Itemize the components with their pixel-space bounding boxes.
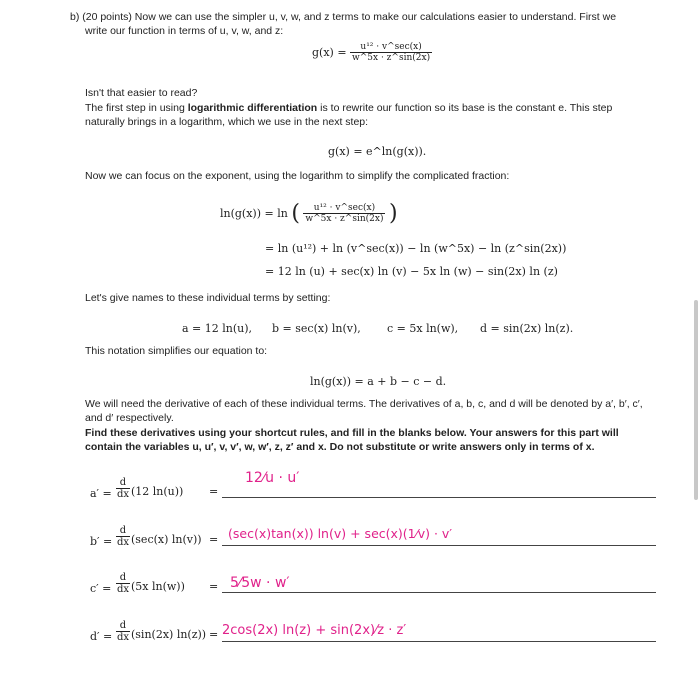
eq3-lhs: ln(g(x)) = ln [220, 207, 288, 220]
def-d: d = sin(2x) ln(z). [480, 322, 574, 335]
ddx-b-d: d [119, 525, 127, 536]
a-prime-blank[interactable] [222, 497, 656, 498]
text-first-step [85, 102, 612, 114]
ddx-c-dx: dx [116, 584, 130, 595]
instructions-bold-2: contain the variables u, u′, v, v′, w, w′, z, z′ and x. Do not substitute or write answers only in terms of x. [85, 441, 595, 453]
b-prime-eq: = [209, 533, 219, 546]
b-prime-handwritten: (sec(x)tan(x)) ln(v) + sec(x)(1⁄v) · v′ [228, 526, 453, 541]
text-log-diff: logarithmic differentiation [187, 102, 318, 114]
text-notation: This notation simplifies our equation to: [85, 345, 268, 357]
d-prime-expr: (sin(2x) ln(z)) [131, 628, 207, 641]
d-prime-handwritten: 2cos(2x) ln(z) + sin(2x)⁄z · z′ [222, 623, 407, 638]
text-first-step-a: The first step in using [85, 102, 188, 114]
ddx-b-dx: dx [116, 537, 130, 548]
a-prime-eq: = [209, 485, 219, 498]
intro-line-1: b) (20 points) Now we can use the simpler u, v, w, and z terms to make our calculations easier to understand. First we [70, 11, 617, 23]
ddx-a [116, 477, 130, 500]
equation-exp-form: g(x) = e^ln(g(x)). [328, 145, 427, 158]
ddx-d-d: d [119, 620, 127, 631]
c-prime-eq: = [209, 580, 219, 593]
c-prime-expr: (5x ln(w)) [131, 580, 185, 593]
equation-log-line2: = ln (u¹²) + ln (v^sec(x)) − ln (w^5x) − ln (z^sin(2x)) [265, 242, 567, 255]
text-names: Let's give names to these individual terms by setting: [85, 292, 331, 304]
ddx-b [116, 525, 130, 548]
a-prime-handwritten: 12⁄u · u′ [245, 470, 300, 486]
d-prime-label: d′ = [90, 630, 113, 643]
text-focus-exponent: Now we can focus on the exponent, using the logarithm to simplify the complicated fraction: [85, 170, 510, 182]
paren-right: ) [388, 201, 398, 226]
equation-g-definition [312, 42, 432, 63]
def-a: a = 12 ln(u), [182, 322, 253, 335]
eq3-numerator: u¹² · v^sec(x) [303, 203, 385, 214]
b-prime-expr: (sec(x) ln(v)) [131, 533, 202, 546]
eq1-fraction [350, 42, 432, 63]
eq1-denominator: w^5x · z^sin(2x) [352, 53, 431, 63]
text-respectively: and d′ respectively. [85, 412, 174, 424]
c-prime-label: c′ = [90, 582, 112, 595]
def-c: c = 5x ln(w), [387, 322, 459, 335]
eq1-numerator: u¹² · v^sec(x) [350, 42, 432, 53]
def-b: b = sec(x) ln(v), [272, 322, 361, 335]
scrollbar[interactable] [694, 300, 698, 500]
c-prime-blank[interactable] [222, 592, 656, 593]
eq3-fraction [303, 203, 385, 224]
ddx-d [116, 620, 130, 643]
text-naturally: naturally brings in a logarithm, which we use in the next step: [85, 116, 369, 128]
instructions-bold-1: Find these derivatives using your shortcut rules, and fill in the blanks below. Your answers for this part will [85, 427, 619, 439]
eq1-lhs: g(x) = [312, 46, 347, 59]
equation-simplified: ln(g(x)) = a + b − c − d. [310, 375, 447, 388]
a-prime-expr: (12 ln(u)) [131, 485, 184, 498]
ddx-a-dx: dx [116, 489, 130, 500]
b-prime-label: b′ = [90, 535, 113, 548]
equation-log-line1 [220, 201, 398, 226]
c-prime-handwritten: 5⁄5w · w′ [230, 575, 290, 591]
text-derivatives: We will need the derivative of each of these individual terms. The derivatives of a, b, c, and d will be denoted by a′, b′, c′, [85, 398, 643, 410]
b-prime-blank[interactable] [222, 545, 656, 546]
intro-line-2: write our function in terms of u, v, w, and z: [85, 25, 284, 37]
d-prime-eq: = [209, 628, 219, 641]
ddx-c [116, 572, 130, 595]
text-easier: Isn't that easier to read? [85, 87, 198, 99]
ddx-d-dx: dx [116, 632, 130, 643]
d-prime-blank[interactable] [222, 641, 656, 642]
a-prime-label: a′ = [90, 487, 112, 500]
ddx-a-d: d [119, 477, 127, 488]
equation-log-line3: = 12 ln (u) + sec(x) ln (v) − 5x ln (w) − sin(2x) ln (z) [265, 265, 558, 278]
text-first-step-b: is to rewrite our function so its base is the constant e. This step [317, 102, 613, 114]
ddx-c-d: d [119, 572, 127, 583]
paren-left: ( [291, 201, 300, 226]
eq3-denominator: w^5x · z^sin(2x) [305, 214, 384, 224]
